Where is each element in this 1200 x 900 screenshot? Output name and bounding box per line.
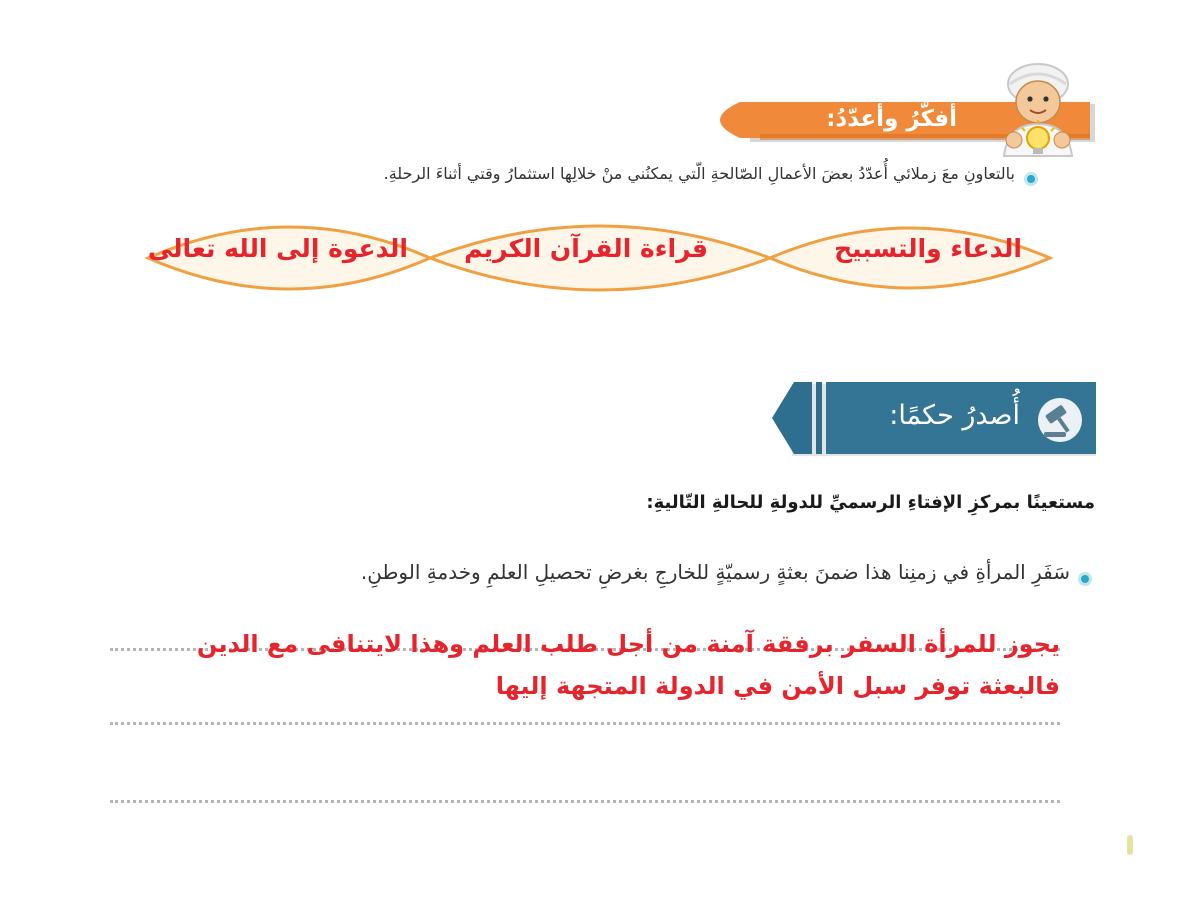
- thinking-boy-icon: [978, 58, 1098, 158]
- option-3: الدعوة إلى الله تعالى: [147, 234, 408, 263]
- judgement-instruction: مستعينًا بمركزِ الإفتاءِ الرسميِّ للدولةِ للحالةِ التّاليةِ:: [646, 492, 1095, 513]
- section-title-judgement: أُصدرُ حكمًا:: [889, 400, 1020, 431]
- answer-line-1: يجوز للمرأة السفر برفقة آمنة من أجل طلب العلم وهذا لايتنافى مع الدين: [196, 630, 1060, 658]
- section-title-think: أفكّرُ وأعدّدُ:: [826, 106, 957, 132]
- page-marker: [1127, 835, 1133, 855]
- answer-dotted-line-3: [110, 800, 1060, 803]
- gavel-icon: [1034, 396, 1086, 444]
- option-1: الدعاء والتسبيح: [834, 234, 1022, 263]
- options-leaf-row: [140, 208, 1060, 318]
- make-judgement-banner: [772, 378, 1096, 458]
- answer-line-2: فالبعثة توفر سبل الأمن في الدولة المتجهة إليها: [495, 672, 1060, 700]
- answer-dotted-line-2: [110, 722, 1060, 725]
- case-text: سَفَرِ المرأةِ في زمنِنا هذا ضمنَ بعثةٍ رسميّةٍ للخارجِ بغرضِ تحصيلِ العلمِ وخدمةِ الوطنِ.: [360, 560, 1070, 584]
- option-2: قراءة القرآن الكريم: [464, 234, 708, 263]
- bullet-icon: [1078, 572, 1092, 586]
- instruction-text: بالتعاونِ معَ زملائي أُعدّدُ بعضَ الأعمالِ الصّالحةِ الّتي يمكنُني منْ خلالِها استثمارُ وقتي أثناءَ الرحلةِ.: [383, 164, 1015, 183]
- bullet-icon: [1024, 172, 1038, 186]
